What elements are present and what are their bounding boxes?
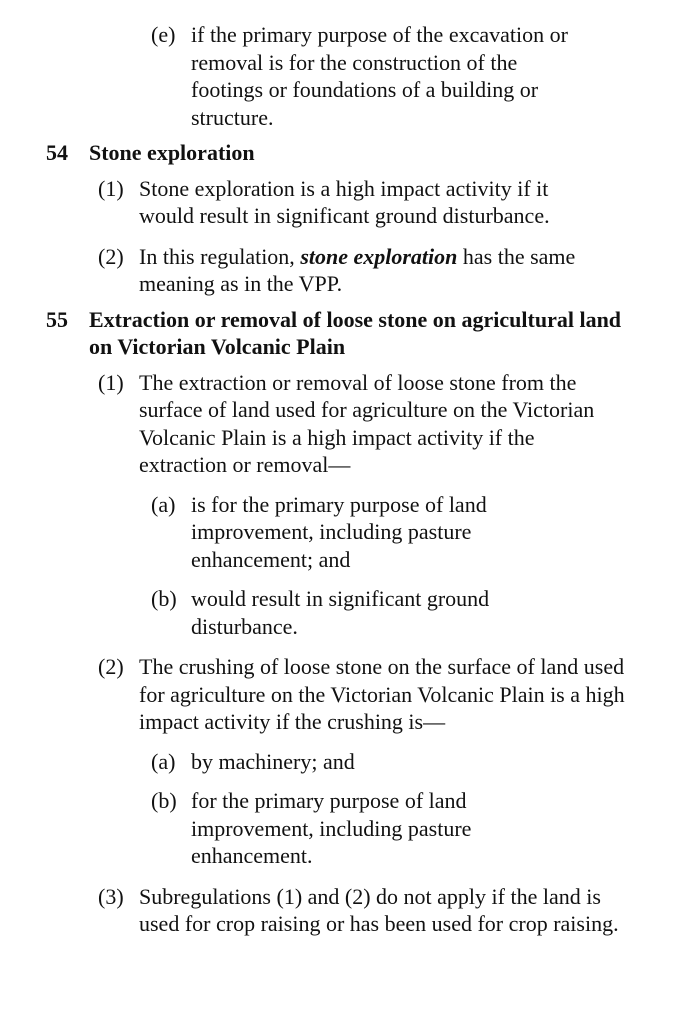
- reg55-subregulation-3: [0, 883, 631, 938]
- subregulation-text: Stone exploration is a high impact activity if it would result in significant ground disturbance.: [139, 175, 550, 228]
- defined-term: stone exploration: [300, 243, 458, 269]
- subregulation-text: [139, 243, 626, 298]
- subregulation-text: The crushing of loose stone on the surface of land used for agriculture on the Victorian Volcanic Plain is a high impact activity if the crushing is—: [139, 654, 625, 734]
- paragraph-text: for the primary purpose of land improvement, including pasture enhancement.: [191, 788, 472, 868]
- subregulation-number: (1): [98, 175, 124, 201]
- text-before-term: In this regulation,: [139, 243, 301, 269]
- reg54-subregulation-1: [0, 175, 599, 230]
- regulation-title: Extraction or removal of loose stone on agricultural land on Victorian Volcanic Plain: [89, 306, 622, 359]
- subregulation-number: (2): [98, 243, 124, 269]
- paragraph-text: would result in significant ground disturbance.: [191, 586, 490, 639]
- paragraph-number: (a): [151, 748, 176, 774]
- reg55-subregulation-1: [0, 369, 624, 479]
- reg55-sub2-paragraph-b: [0, 787, 536, 870]
- reg55-subregulation-2: [0, 653, 629, 736]
- paragraph-number: (b): [151, 586, 177, 611]
- reg55-heading: [0, 306, 634, 361]
- subregulation-text: Subregulations (1) and (2) do not apply if the land is used for crop raising or has been used for crop raising.: [139, 883, 619, 936]
- text-after-term: has the same meaning as in the VPP.: [139, 243, 576, 296]
- legislation-page: [0, 21, 684, 938]
- paragraph-number: (e): [151, 22, 176, 47]
- paragraph-number: (a): [151, 491, 176, 517]
- paragraph-text: if the primary purpose of the excavation or removal is for the construction of the footings or foundations of a building or structure.: [191, 22, 568, 130]
- reg54-heading: [0, 139, 684, 167]
- subregulation-number: (1): [98, 369, 124, 395]
- paragraph-text: by machinery; and: [191, 748, 355, 774]
- reg55-sub1-paragraph-a: [0, 491, 536, 574]
- regulation-number: 55: [46, 306, 68, 332]
- reg53-paragraph-e: [0, 21, 591, 131]
- reg55-sub1-paragraph-b: [0, 585, 536, 640]
- subregulation-number: (3): [98, 883, 124, 909]
- subregulation-number: (2): [98, 654, 124, 679]
- reg54-subregulation-2: [0, 243, 626, 298]
- subregulation-text: The extraction or removal of loose stone from the surface of land used for agriculture on the Victorian Volcanic Plain is a high impact activity if the extraction or removal—: [139, 369, 595, 477]
- paragraph-number: (b): [151, 788, 177, 813]
- reg55-sub2-paragraph-a: [0, 748, 536, 776]
- paragraph-text: is for the primary purpose of land improvement, including pasture enhancement; and: [191, 491, 487, 572]
- regulation-number: 54: [46, 140, 68, 165]
- regulation-title: Stone exploration: [89, 140, 255, 165]
